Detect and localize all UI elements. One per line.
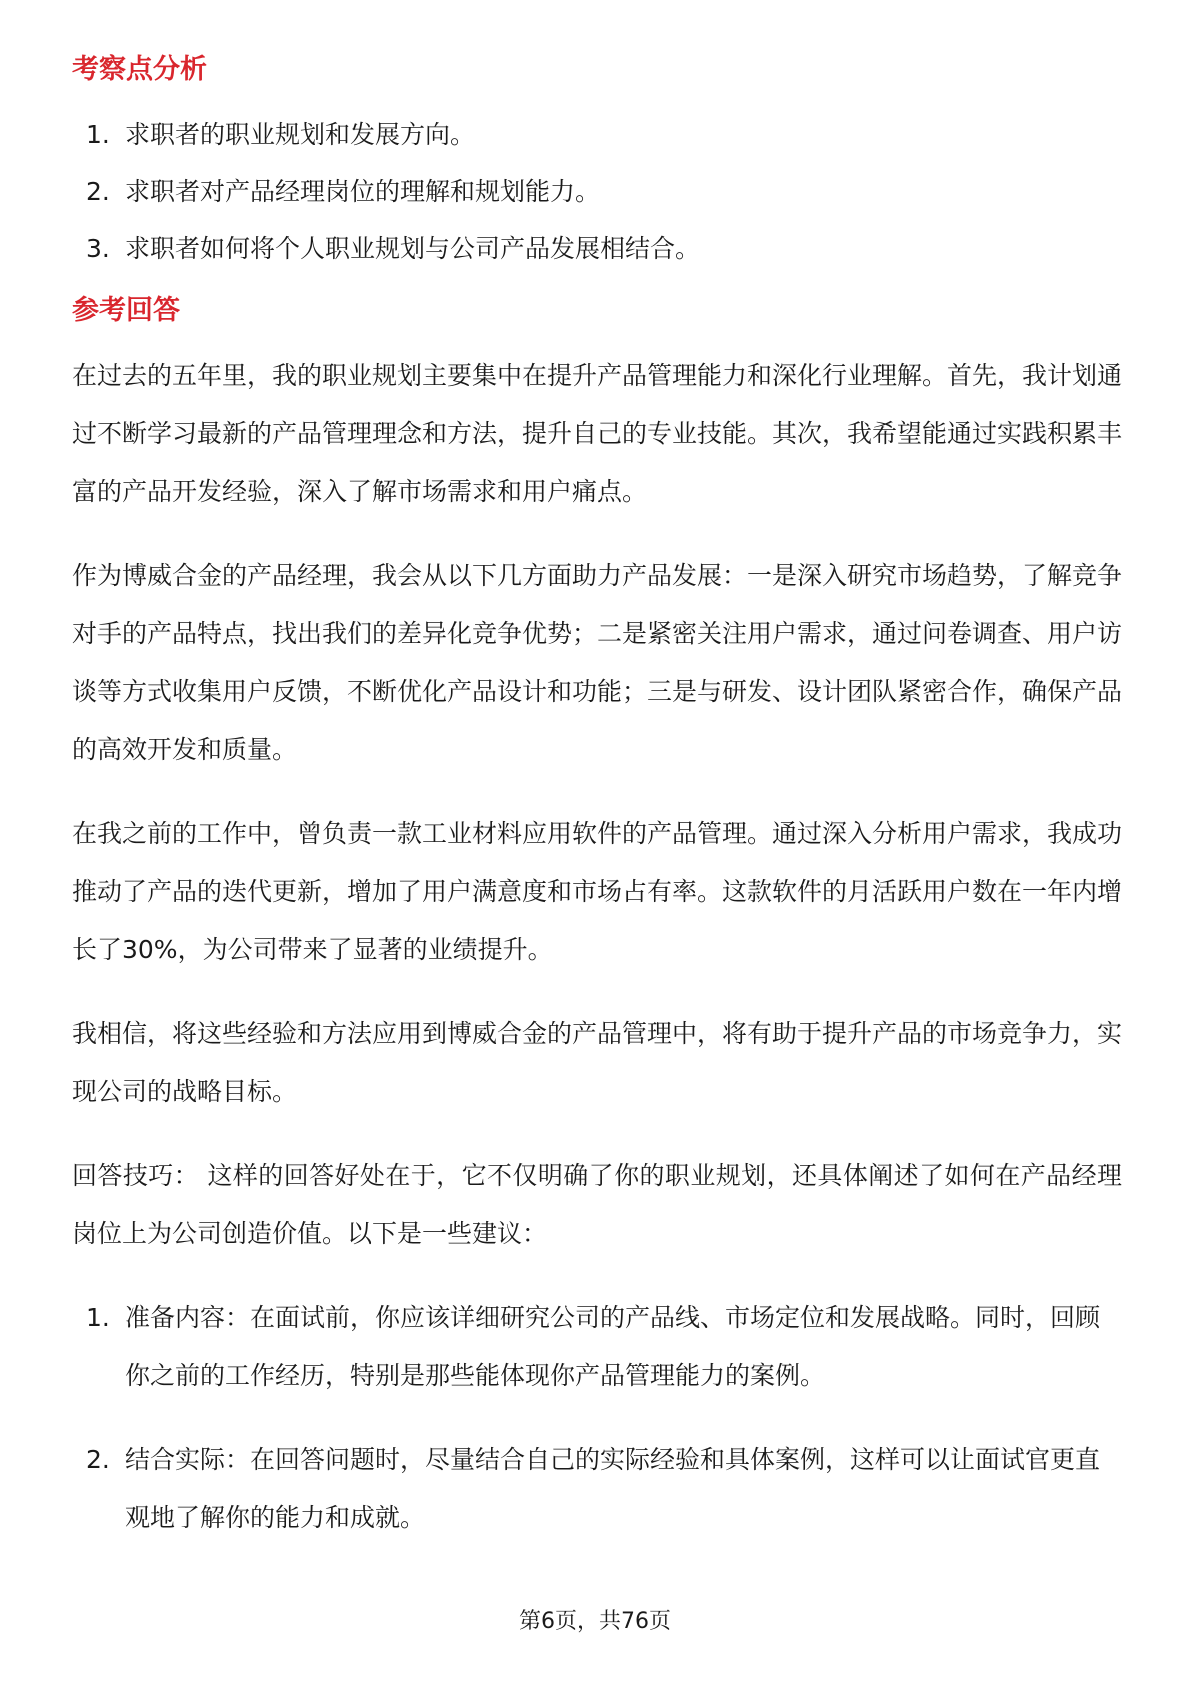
tips-list [72,1289,1122,1547]
list-number: 1. [86,120,110,149]
section-heading-answer: 参考回答 [72,295,180,326]
list-item [72,106,1122,163]
page-content [72,44,1122,1573]
list-item [72,1431,1122,1547]
list-item [72,220,1122,277]
list-item-text: 求职者如何将个人职业规划与公司产品发展相结合。 [125,234,701,263]
list-number: 2. [86,1445,110,1474]
page-number-footer: 第6页，共76页 [519,1609,671,1634]
list-item-text: 求职者对产品经理岗位的理解和规划能力。 [125,177,601,206]
list-number: 1. [86,1303,110,1332]
list-item-text: 求职者的职业规划和发展方向。 [125,120,476,149]
list-item [72,1289,1122,1405]
list-item-text: 结合实际：在回答问题时，尽量结合自己的实际经验和具体案例，这样可以让面试官更直观地了解你的能力和成就。 [125,1445,1101,1532]
list-item-text: 准备内容：在面试前，你应该详细研究公司的产品线、市场定位和发展战略。同时，回顾你之前的工作经历，特别是那些能体现你产品管理能力的案例。 [125,1303,1101,1390]
list-item [72,163,1122,220]
list-number: 3. [86,234,110,263]
list-number: 2. [86,177,110,206]
answer-paragraph-3: 在我之前的工作中，曾负责一款工业材料应用软件的产品管理。通过深入分析用户需求，我成功推动了产品的迭代更新，增加了用户满意度和市场占有率。这款软件的月活跃用户数在一年内增长了30%，为公司带来了显著的业绩提升。 [72,819,1123,964]
answer-paragraph-4: 我相信，将这些经验和方法应用到博威合金的产品管理中，将有助于提升产品的市场竞争力，实现公司的战略目标。 [72,1019,1123,1106]
analysis-list [72,106,1122,277]
answer-tips-intro: 回答技巧： 这样的回答好处在于，它不仅明确了你的职业规划，还具体阐述了如何在产品经理岗位上为公司创造价值。以下是一些建议： [72,1161,1122,1248]
answer-paragraph-1: 在过去的五年里，我的职业规划主要集中在提升产品管理能力和深化行业理解。首先，我计划通过不断学习最新的产品管理理念和方法，提升自己的专业技能。其次，我希望能通过实践积累丰富的产品开发经验，深入了解市场需求和用户痛点。 [72,361,1123,506]
answer-paragraph-2: 作为博威合金的产品经理，我会从以下几方面助力产品发展：一是深入研究市场趋势，了解竞争对手的产品特点，找出我们的差异化竞争优势；二是紧密关注用户需求，通过问卷调查、用户访谈等方式收集用户反馈，不断优化产品设计和功能；三是与研发、设计团队紧密合作，确保产品的高效开发和质量。 [72,561,1123,764]
section-heading-analysis: 考察点分析 [72,54,207,85]
